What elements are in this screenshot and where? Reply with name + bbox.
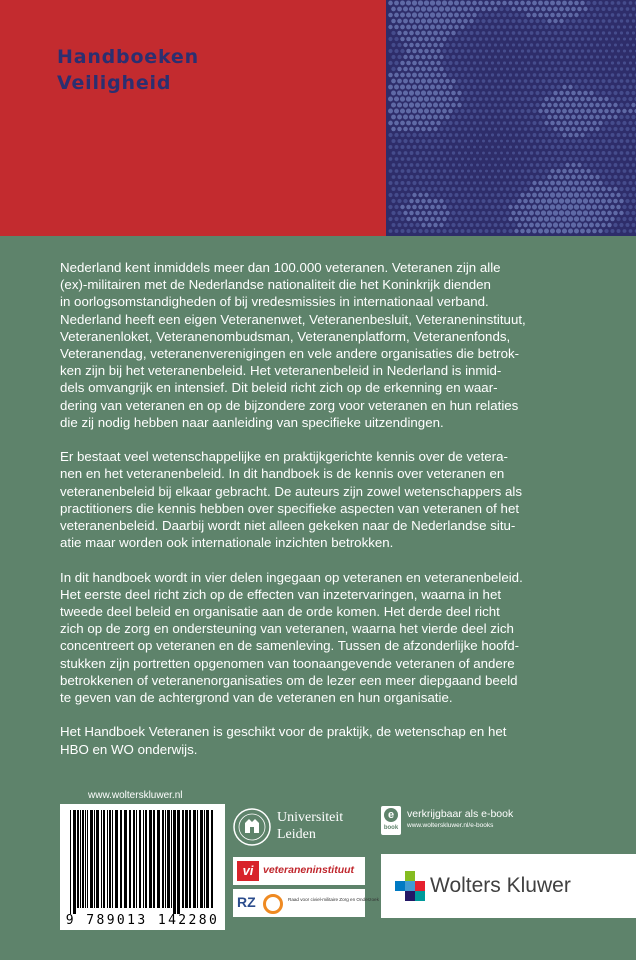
series-title-line1: Handboeken bbox=[57, 46, 199, 68]
leiden-seal-icon bbox=[232, 803, 272, 851]
series-title bbox=[57, 44, 199, 96]
ebook-availability bbox=[381, 806, 611, 836]
wolters-kluwer-logo bbox=[381, 854, 636, 918]
leiden-line2: Leiden bbox=[277, 827, 316, 842]
blurb-paragraph: In dit handboek wordt in vier delen ingegaan op veteranen en veteranenbeleid. Het eerste deel richt zich op de effecten van inzetervaringen, waarna in het tweede deel beleid en organisatie aan de orde komen. Het derde deel richt zich op de zorg en ondersteuning van veteranen, waarna het vierde deel zich concentreert op veteranen en de samenleving. Tussen de afzonderlijke hoofd- stukken zijn portretten opgenomen van toonaangevende veteranen of andere betrokkenen of veteranenorganisaties om de lezer een meer diepgaand beeld te geven van de achtergrond van de veteranen en hun organisatie. bbox=[60, 569, 523, 706]
cover-red-panel bbox=[0, 0, 386, 236]
rzo-tagline: Raad voor civiel-militaire Zorg en Onderzoek bbox=[288, 897, 379, 902]
publisher-url: www.wolterskluwer.nl bbox=[88, 790, 183, 801]
rzo-mark: RZ bbox=[237, 894, 256, 910]
ebook-url: www.wolterskluwer.nl/e-books bbox=[407, 822, 494, 829]
rzo-logo bbox=[233, 889, 379, 917]
isbn-barcode bbox=[60, 804, 225, 930]
ebook-icon-label: book bbox=[383, 825, 399, 831]
veteraneninstituut-logo bbox=[233, 857, 365, 885]
vi-mark: vi bbox=[237, 861, 259, 881]
ebook-title: verkrijgbaar als e-book bbox=[407, 808, 514, 820]
barcode-bars bbox=[60, 804, 225, 930]
dot-pattern-graphic bbox=[386, 0, 636, 236]
ebook-icon bbox=[381, 806, 401, 835]
leiden-name bbox=[277, 809, 343, 843]
ebook-icon-letter: e bbox=[384, 808, 398, 822]
blurb-paragraph: Nederland kent inmiddels meer dan 100.000 veteranen. Veteranen zijn alle (ex)-militairen met de Nederlandse nationaliteit die het Koninkrijk dienden in oorlogsomstandigheden of bij vredesmissies in internationaal verband. Nederland heeft een eigen Veteranenwet, Veteranenbesluit, Veteraneninstituut, Veteranenloket, Veteranenombudsman, Veteranenplatform, Veteranenfonds, Veteranendag, veteranenverenigingen en vele andere organisaties die betrok- ken zijn bij het veteranenbeleid. Het veteranenbeleid in Nederland is inmid- dels omvangrijk en intensief. Dit beleid richt zich op de erkenning en waar- dering van veteranen en op de bijzondere zorg voor veteranen en hun relaties die zij nodig hebben naar aanleiding van specifieke uitzendingen. bbox=[60, 260, 526, 430]
series-title-line2: Veiligheid bbox=[57, 72, 172, 94]
rzo-ring-icon bbox=[263, 894, 283, 914]
back-cover-blurb bbox=[60, 259, 600, 775]
leiden-line1: Universiteit bbox=[277, 810, 344, 825]
wolters-kluwer-mark-icon bbox=[395, 871, 425, 901]
cover-dotted-pattern bbox=[386, 0, 636, 236]
blurb-paragraph: Er bestaat veel wetenschappelijke en praktijkgerichte kennis over de vetera- nen en het veteranenbeleid. In dit handboek is de kennis over veteranen en veteranenbeleid bij elkaar gebracht. De auteurs zijn zowel wetenschappers als practitioners die kennis hebben over specifieke aspecten van veteranen of het veteranenbeleid. Daarbij wordt niet alleen gekeken naar de Nederlandse situ- atie maar worden ook internationale inzichten betrokken. bbox=[60, 449, 522, 551]
wolters-kluwer-name: Wolters Kluwer bbox=[430, 874, 571, 897]
barcode-number: 9 789013 142280 bbox=[65, 913, 220, 928]
leiden-university-logo bbox=[232, 803, 362, 853]
blurb-paragraph: Het Handboek Veteranen is geschikt voor de praktijk, de wetenschap en het HBO en WO onderwijs. bbox=[60, 724, 507, 757]
vi-name: veteraneninstituut bbox=[263, 864, 355, 876]
